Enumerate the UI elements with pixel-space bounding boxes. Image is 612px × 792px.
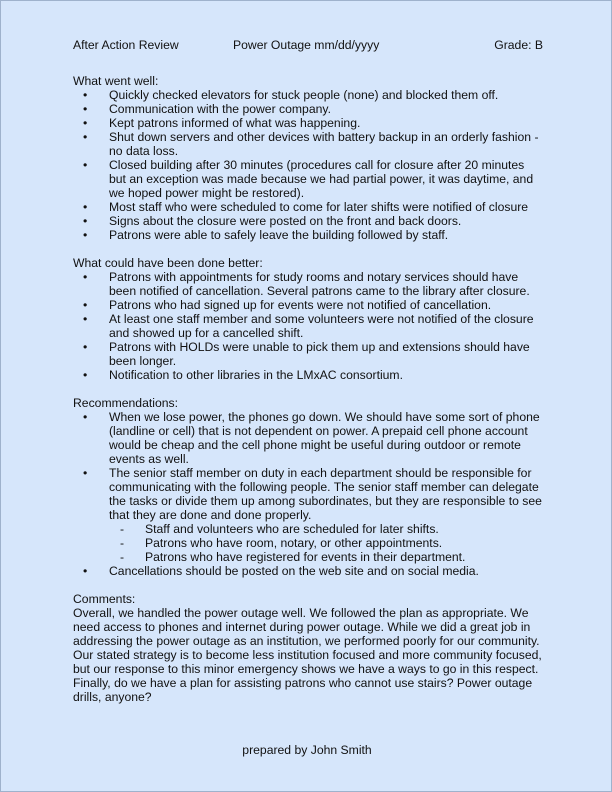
prepared-by: prepared by John Smith bbox=[242, 743, 372, 757]
grade-label: Grade: B bbox=[494, 38, 543, 52]
could-be-better-list bbox=[73, 270, 543, 382]
list-item: • Shut down servers and other devices with battery backup in an orderly fashion - no data loss. bbox=[73, 130, 543, 158]
recommendations-list bbox=[73, 410, 543, 522]
list-item: • Patrons were able to safely leave the building followed by staff. bbox=[73, 228, 543, 242]
list-item bbox=[73, 466, 543, 522]
list-item: • Signs about the closure were posted on the front and back doors. bbox=[73, 214, 543, 228]
went-well-list bbox=[73, 88, 543, 242]
incident-title: Power Outage mm/dd/yyyy bbox=[233, 38, 380, 52]
comments-section bbox=[73, 592, 543, 704]
comments-heading: Comments: bbox=[73, 592, 136, 606]
could-be-better-section bbox=[73, 256, 543, 382]
list-item: • Notification to other libraries in the LMxAC consortium. bbox=[73, 368, 543, 382]
comments-body: Overall, we handled the power outage well. We followed the plan as appropriate. We need access to phones and internet during power outage. While we did a great job in addressing the power outage as an institution, we performed poorly for our community. Our stated strategy is to become less institution focused and more community focused, but our response to this minor emergency shows we have a ways to go in this respect. Finally, do we have a plan for assisting patrons who cannot use stairs? Power outage drills, anyone? bbox=[73, 606, 542, 704]
list-item: • Patrons with appointments for study rooms and notary services should have been notified of cancellation. Several patrons came to the library after closure. bbox=[73, 270, 543, 298]
recommendations-heading: Recommendations: bbox=[73, 396, 178, 410]
list-item: • When we lose power, the phones go down. We should have some sort of phone (landline or cell) that is not dependent on power. A prepaid cell phone account would be cheap and the cell phone might be useful during outdoor or remote events as well. bbox=[73, 410, 543, 466]
sub-list-item: - Patrons who have room, notary, or other appointments. bbox=[73, 536, 543, 550]
list-item: • Patrons with HOLDs were unable to pick them up and extensions should have been longer. bbox=[73, 340, 543, 368]
list-item-text: The senior staff member on duty in each department should be responsible for communicating with the following people. The senior staff member can delegate the tasks or divide them up among subordinates, but they are responsible to see that they are done and done properly. bbox=[109, 466, 542, 522]
could-be-better-heading: What could have been done better: bbox=[73, 256, 263, 270]
sub-list-item: - Staff and volunteers who are scheduled for later shifts. bbox=[73, 522, 543, 536]
list-item: • Cancellations should be posted on the web site and on social media. bbox=[73, 564, 543, 578]
document-title: After Action Review bbox=[73, 38, 179, 52]
list-item: • Closed building after 30 minutes (procedures call for closure after 20 minutes but an exception was made because we had partial power, it was daytime, and we hoped power might be restored). bbox=[73, 158, 543, 200]
list-item: • Patrons who had signed up for events were not notified of cancellation. bbox=[73, 298, 543, 312]
list-item: • Most staff who were scheduled to come for later shifts were notified of closure bbox=[73, 200, 543, 214]
list-item: • Kept patrons informed of what was happening. bbox=[73, 116, 543, 130]
document-body bbox=[73, 74, 543, 718]
list-item: • Quickly checked elevators for stuck people (none) and blocked them off. bbox=[73, 88, 543, 102]
recommendations-sublist bbox=[73, 522, 543, 564]
document-header bbox=[73, 38, 543, 54]
sub-list-item: - Patrons who have registered for events in their department. bbox=[73, 550, 543, 564]
recommendations-section bbox=[73, 396, 543, 578]
went-well-section bbox=[73, 74, 543, 242]
list-item: • At least one staff member and some volunteers were not notified of the closure and showed up for a cancelled shift. bbox=[73, 312, 543, 340]
list-item: • Communication with the power company. bbox=[73, 102, 543, 116]
recommendations-list-continued bbox=[73, 564, 543, 578]
went-well-heading: What went well: bbox=[73, 74, 159, 88]
